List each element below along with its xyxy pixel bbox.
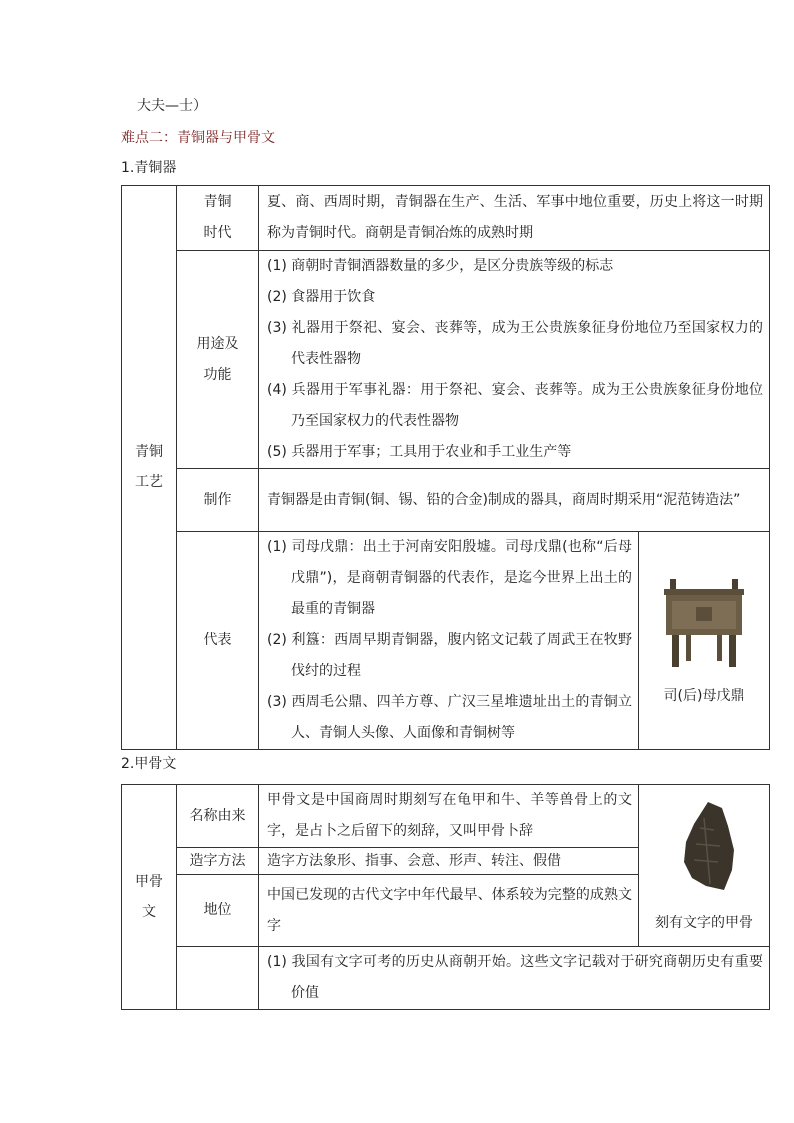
section1-title: 1.青铜器 <box>121 160 177 176</box>
method-content: 造字方法象形、指事、会意、形声、转注、假借 <box>259 848 639 875</box>
representative-content <box>259 532 639 750</box>
usage-item: (5) 兵器用于军事；工具用于农业和手工业生产等 <box>267 444 572 460</box>
oracle-bone-image <box>664 798 744 894</box>
section-heading: 难点二：青铜器与甲骨文 <box>121 130 275 146</box>
usage-item: (4) 兵器用于军事礼器：用于祭祀、宴会、丧葬等。成为王公贵族象征身份地位乃至国家权力的代表性器物 <box>267 382 763 429</box>
method-label: 造字方法 <box>177 848 259 875</box>
ding-vessel-image <box>656 575 752 671</box>
bronze-main-label: 青铜工艺 <box>122 186 177 750</box>
name-origin-label: 名称由来 <box>177 785 259 848</box>
extra-item: (1) 我国有文字可考的历史从商朝开始。这些文字记载对于研究商朝历史有重要价值 <box>267 954 763 1001</box>
representative-item: (1) 司母戊鼎：出土于河南安阳殷墟。司母戊鼎(也称“后母戊鼎”)，是商朝青铜器的代表作，是迄今世界上出土的最重的青铜器 <box>267 539 632 617</box>
top-continuation-text: 大夫—士） <box>137 98 207 114</box>
usage-content <box>259 251 770 469</box>
making-label: 制作 <box>177 469 259 532</box>
bronze-age-content: 夏、商、西周时期，青铜器在生产、生活、军事中地位重要，历史上将这一时期称为青铜时代。商朝是青铜冶炼的成熟时期 <box>259 186 770 251</box>
status-content: 中国已发现的古代文字中年代最早、体系较为完整的成熟文字 <box>259 875 639 947</box>
ding-image-cell <box>639 532 770 750</box>
usage-item: (1) 商朝时青铜酒器数量的多少，是区分贵族等级的标志 <box>267 258 614 274</box>
oracle-caption: 刻有文字的甲骨 <box>655 914 753 931</box>
ding-caption: 司(后)母戊鼎 <box>663 687 745 704</box>
making-content: 青铜器是由青铜(铜、锡、铅的合金)制成的器具，商周时期采用“泥范铸造法” <box>259 469 770 532</box>
usage-item: (2) 食器用于饮食 <box>267 289 376 305</box>
usage-label: 用途及功能 <box>177 251 259 469</box>
oracle-bone-table <box>121 784 770 1010</box>
bronze-table <box>121 185 770 750</box>
name-origin-content: 甲骨文是中国商周时期刻写在龟甲和牛、羊等兽骨上的文字，是占卜之后留下的刻辞，又叫甲骨卜辞 <box>259 785 639 848</box>
oracle-main-label: 甲骨文 <box>122 785 177 1010</box>
section2-title: 2.甲骨文 <box>121 756 177 772</box>
representative-item: (3) 西周毛公鼎、四羊方尊、广汉三星堆遗址出土的青铜立人、青铜人头像、人面像和青铜树等 <box>267 694 632 741</box>
usage-item: (3) 礼器用于祭祀、宴会、丧葬等，成为王公贵族象征身份地位乃至国家权力的代表性器物 <box>267 320 763 367</box>
extra-content <box>259 947 770 1010</box>
oracle-image-cell <box>639 785 770 947</box>
status-label: 地位 <box>177 875 259 947</box>
extra-label <box>177 947 259 1010</box>
representative-label: 代表 <box>177 532 259 750</box>
bronze-age-label: 青铜时代 <box>177 186 259 251</box>
representative-item: (2) 利簋：西周早期青铜器，腹内铭文记载了周武王在牧野伐纣的过程 <box>267 632 632 679</box>
